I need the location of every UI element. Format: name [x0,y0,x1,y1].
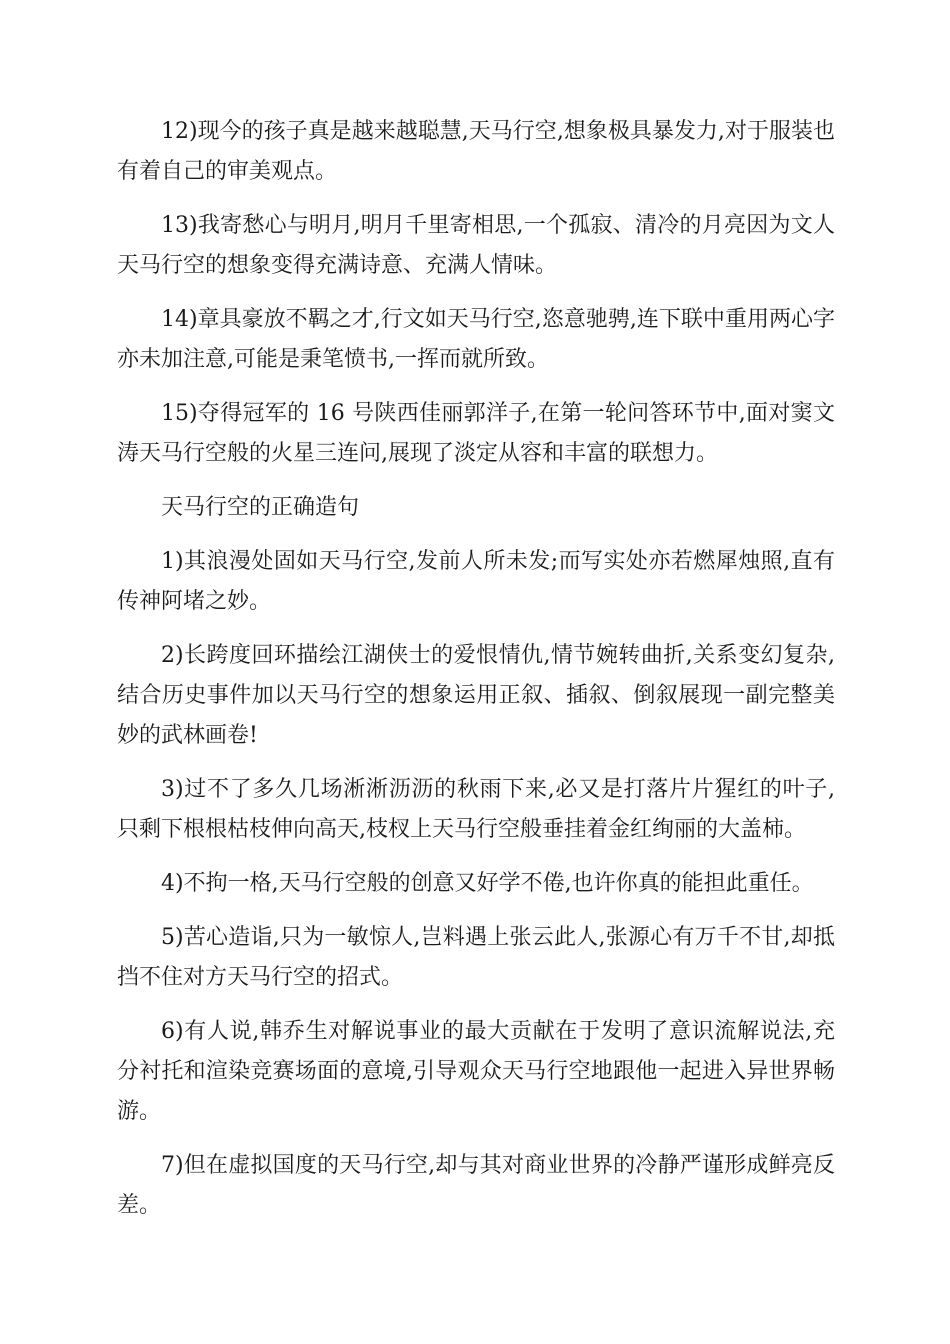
correct-sentence-6: 6)有人说,韩乔生对解说事业的最大贡献在于发明了意识流解说法,充分衬托和渲染竞赛场面的意境,引导观众天马行空地跟他一起进入异世界畅游。 [117,1019,835,1124]
correct-sentence-2: 2)长跨度回环描绘江湖侠士的爱恨情仇,情节婉转曲折,关系变幻复杂,结合历史事件加以天马行空的想象运用正叙、插叙、倒叙展现一副完整美妙的武林画卷! [117,643,835,748]
correct-sentence-3: 3)过不了多久几场淅淅沥沥的秋雨下来,必又是打落片片猩红的叶子,只剩下根根枯枝伸向高天,枝杈上天马行空般垂挂着金红绚丽的大盖柿。 [117,777,835,842]
example-sentence-13: 13)我寄愁心与明月,明月千里寄相思,一个孤寂、清冷的月亮因为文人天马行空的想象变得充满诗意、充满人情味。 [117,213,835,278]
section-heading: 天马行空的正确造句 [161,495,360,520]
example-sentence-15: 15)夺得冠军的 16 号陕西佳丽郭洋子,在第一轮问答环节中,面对窦文涛天马行空般的火星三连问,展现了淡定从容和丰富的联想力。 [117,401,835,466]
correct-sentence-1: 1)其浪漫处固如天马行空,发前人所未发;而写实处亦若燃犀烛照,直有传神阿堵之妙。 [117,549,835,614]
correct-sentence-7: 7)但在虚拟国度的天马行空,却与其对商业世界的冷静严谨形成鲜亮反差。 [117,1153,835,1218]
document-page [117,112,835,1240]
correct-sentence-5: 5)苦心造诣,只为一敏惊人,岂料遇上张云此人,张源心有万千不甘,却抵挡不住对方天马行空的招式。 [117,925,835,990]
example-sentence-12: 12)现今的孩子真是越来越聪慧,天马行空,想象极具暴发力,对于服装也有着自己的审美观点。 [117,119,835,184]
example-sentence-14: 14)章具豪放不羁之才,行文如天马行空,恣意驰骋,连下联中重用两心字亦未加注意,可能是秉笔愤书,一挥而就所致。 [117,307,835,372]
correct-sentence-4: 4)不拘一格,天马行空般的创意又好学不倦,也许你真的能担此重任。 [161,871,814,896]
